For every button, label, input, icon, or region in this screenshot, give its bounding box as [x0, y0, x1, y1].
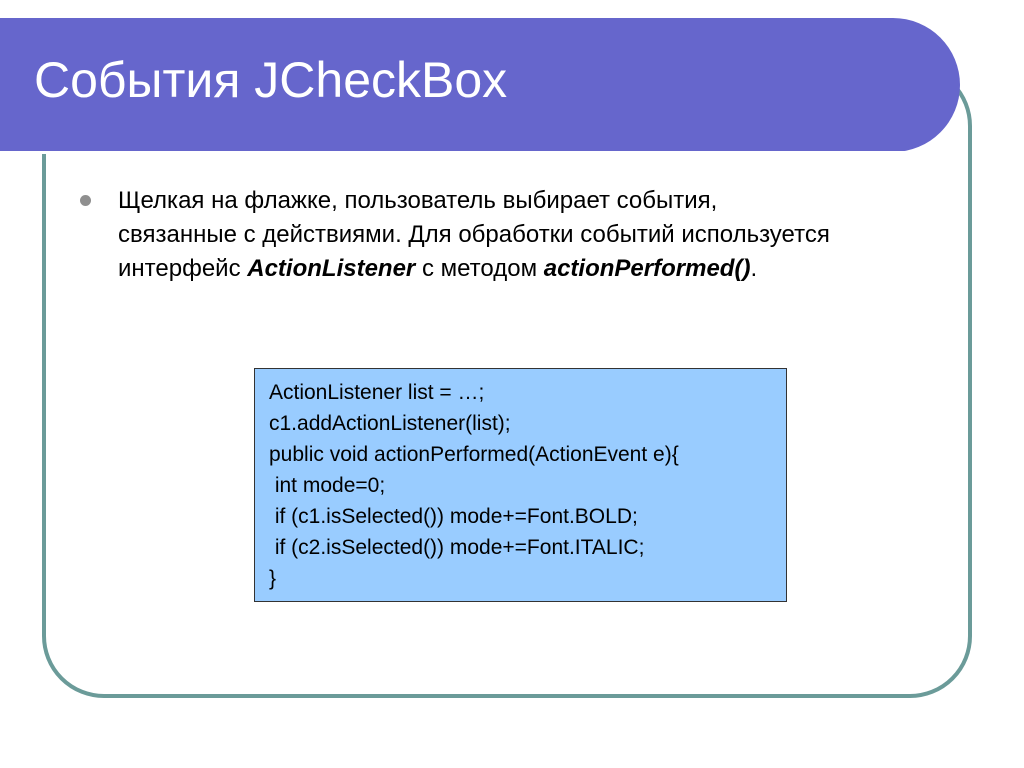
- bullet-item: [80, 184, 840, 286]
- bullet-text: [118, 184, 840, 286]
- code-box: [254, 368, 787, 602]
- method-name: actionPerformed(): [543, 255, 751, 282]
- code-line: public void actionPerformed(ActionEvent e){: [269, 443, 679, 466]
- slide-title: События JCheckBox: [34, 52, 508, 108]
- code-line: ActionListener list = …;: [269, 381, 485, 404]
- interface-name: ActionListener: [247, 255, 416, 282]
- title-underline: [0, 151, 905, 154]
- code-line: if (c2.isSelected()) mode+=Font.ITALIC;: [269, 536, 645, 559]
- bullet-text-end: .: [750, 255, 758, 282]
- code-line: c1.addActionListener(list);: [269, 412, 511, 435]
- bullet-text-before: Щелкая на флажке, пользователь выбирает события, связанные с действиями. Для обработки событий используется интерфейс: [118, 187, 830, 282]
- code-line: int mode=0;: [269, 474, 386, 497]
- bullet-dot-icon: [80, 195, 91, 206]
- bullet-text-middle: с методом: [415, 255, 544, 282]
- code-line: }: [269, 567, 277, 590]
- code-line: if (c1.isSelected()) mode+=Font.BOLD;: [269, 505, 638, 528]
